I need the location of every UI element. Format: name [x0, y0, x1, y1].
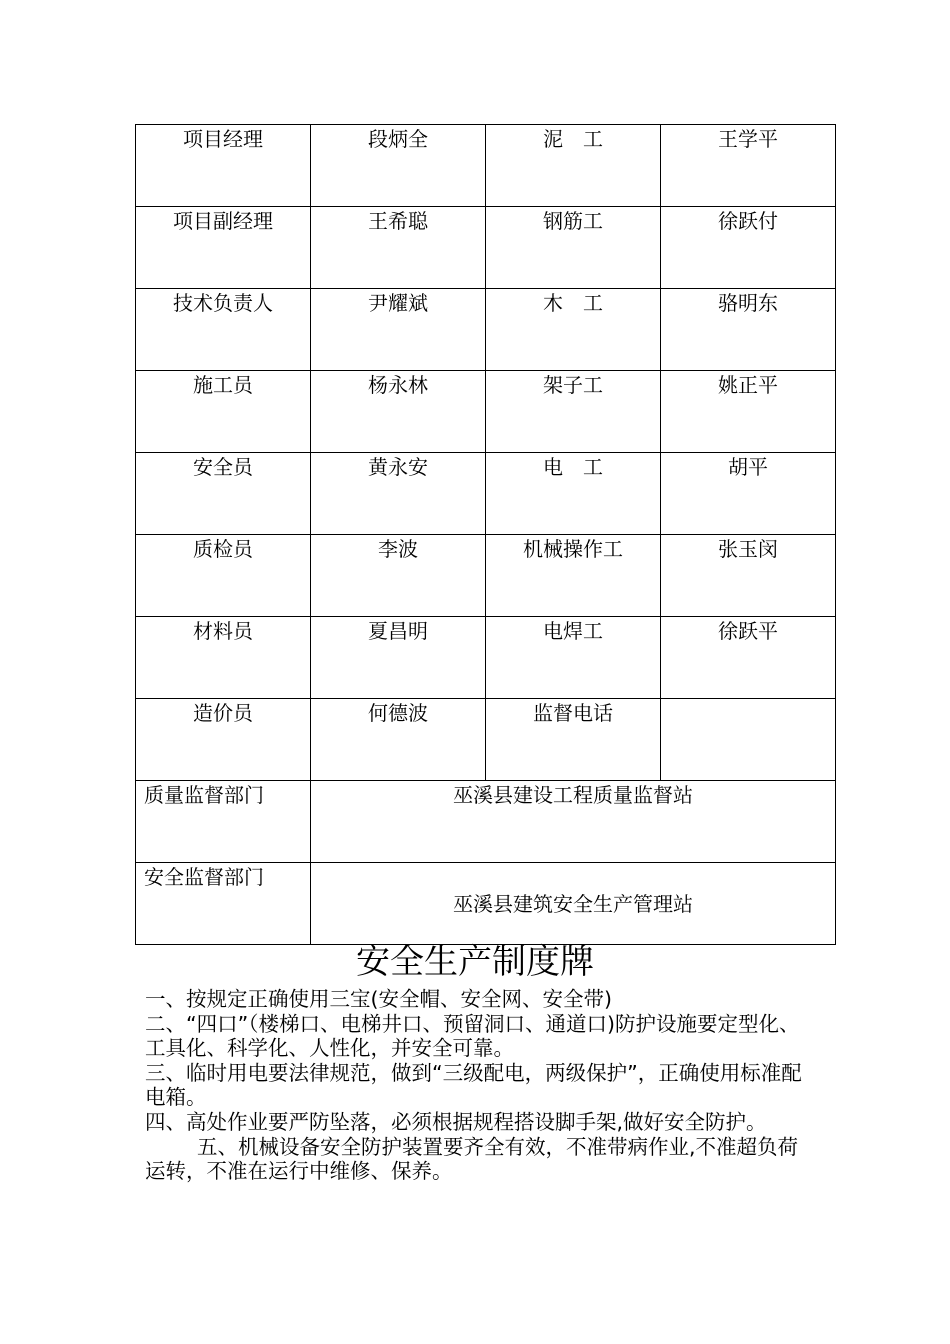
person-name: 徐跃平 — [718, 619, 778, 643]
staff-table — [135, 124, 836, 945]
role-cell — [136, 453, 311, 535]
person-name: 王学平 — [718, 127, 778, 151]
name-cell — [661, 371, 836, 453]
safety-dept-label: 安全监督部门 — [144, 865, 264, 889]
person-name: 骆明东 — [718, 291, 778, 315]
rule-item: 四、高处作业要严防坠落，必须根据规程搭设脚手架,做好安全防护。 — [145, 1109, 767, 1134]
supervision-phone-value-cell — [661, 699, 836, 781]
name-cell — [311, 289, 486, 371]
name-cell — [661, 535, 836, 617]
person-name: 何德波 — [368, 701, 428, 725]
role-cell — [486, 125, 661, 207]
role-cell — [136, 617, 311, 699]
role-label: 泥 工 — [543, 127, 603, 151]
name-cell — [661, 125, 836, 207]
role-label: 架子工 — [543, 373, 603, 397]
safety-dept-value-cell — [311, 863, 836, 945]
table-row — [136, 371, 836, 453]
role-label: 木 工 — [543, 291, 603, 315]
safety-rules — [145, 987, 813, 1184]
role-label: 安全员 — [193, 455, 253, 479]
name-cell — [311, 535, 486, 617]
role-cell — [486, 453, 661, 535]
name-cell — [311, 699, 486, 781]
role-label: 钢筋工 — [543, 209, 603, 233]
quality-dept-label-cell — [136, 781, 311, 863]
role-cell — [486, 617, 661, 699]
name-cell — [661, 453, 836, 535]
quality-dept-value: 巫溪县建设工程质量监督站 — [453, 783, 693, 807]
quality-dept-value-cell — [311, 781, 836, 863]
person-name: 杨永林 — [368, 373, 428, 397]
role-cell — [486, 535, 661, 617]
name-cell — [311, 371, 486, 453]
table-row — [136, 535, 836, 617]
name-cell — [661, 207, 836, 289]
role-cell — [136, 125, 311, 207]
name-cell — [311, 453, 486, 535]
safety-dept-value: 巫溪县建筑安全生产管理站 — [453, 892, 693, 916]
quality-dept-label: 质量监督部门 — [144, 783, 264, 807]
role-label: 施工员 — [193, 373, 253, 397]
role-label: 技术负责人 — [173, 291, 273, 315]
role-label: 造价员 — [193, 701, 253, 725]
role-cell — [136, 535, 311, 617]
supervision-phone-label-cell — [486, 699, 661, 781]
person-name: 姚正平 — [718, 373, 778, 397]
role-cell — [486, 371, 661, 453]
safety-dept-label-cell — [136, 863, 311, 945]
role-cell — [136, 289, 311, 371]
role-cell — [486, 289, 661, 371]
person-name: 王希聪 — [368, 209, 428, 233]
role-cell — [136, 699, 311, 781]
table-row — [136, 289, 836, 371]
name-cell — [311, 207, 486, 289]
person-name: 段炳全 — [368, 127, 428, 151]
person-name: 徐跃付 — [718, 209, 778, 233]
table-row — [136, 125, 836, 207]
table-row — [136, 207, 836, 289]
name-cell — [311, 617, 486, 699]
rule-item: 三、临时用电要法律规范，做到“三级配电，两级保护”，正确使用标准配电箱。 — [145, 1060, 802, 1110]
role-label: 材料员 — [193, 619, 253, 643]
person-name: 尹耀斌 — [368, 291, 428, 315]
supervision-phone-label: 监督电话 — [533, 701, 613, 725]
role-label: 电 工 — [543, 455, 603, 479]
person-name: 胡平 — [728, 455, 768, 479]
role-cell — [136, 207, 311, 289]
table-row — [136, 453, 836, 535]
role-label: 质检员 — [193, 537, 253, 561]
table-row — [136, 863, 836, 945]
table-row — [136, 699, 836, 781]
role-label: 项目经理 — [183, 127, 263, 151]
rules-title: 安全生产制度牌 — [356, 942, 594, 982]
person-name: 黄永安 — [368, 455, 428, 479]
person-name: 张玉闵 — [718, 537, 778, 561]
role-label: 项目副经理 — [173, 209, 273, 233]
table-row — [136, 617, 836, 699]
rule-item: 二、“四口”（楼梯口、电梯井口、预留洞口、通道口)防护设施要定型化、工具化、科学化、人性化，并安全可靠。 — [145, 1011, 800, 1061]
role-cell — [136, 371, 311, 453]
table-row — [136, 781, 836, 863]
role-label: 电焊工 — [543, 619, 603, 643]
name-cell — [661, 289, 836, 371]
rule-item: 一、按规定正确使用三宝(安全帽、安全网、安全带) — [145, 987, 612, 1011]
person-name: 夏昌明 — [368, 619, 428, 643]
role-cell — [486, 207, 661, 289]
rule-item: 五、机械设备安全防护装置要齐全有效，不准带病作业,不准超负荷运转，不准在运行中维修、保养。 — [145, 1134, 799, 1184]
person-name: 李波 — [378, 537, 418, 561]
name-cell — [311, 125, 486, 207]
role-label: 机械操作工 — [523, 537, 623, 561]
name-cell — [661, 617, 836, 699]
